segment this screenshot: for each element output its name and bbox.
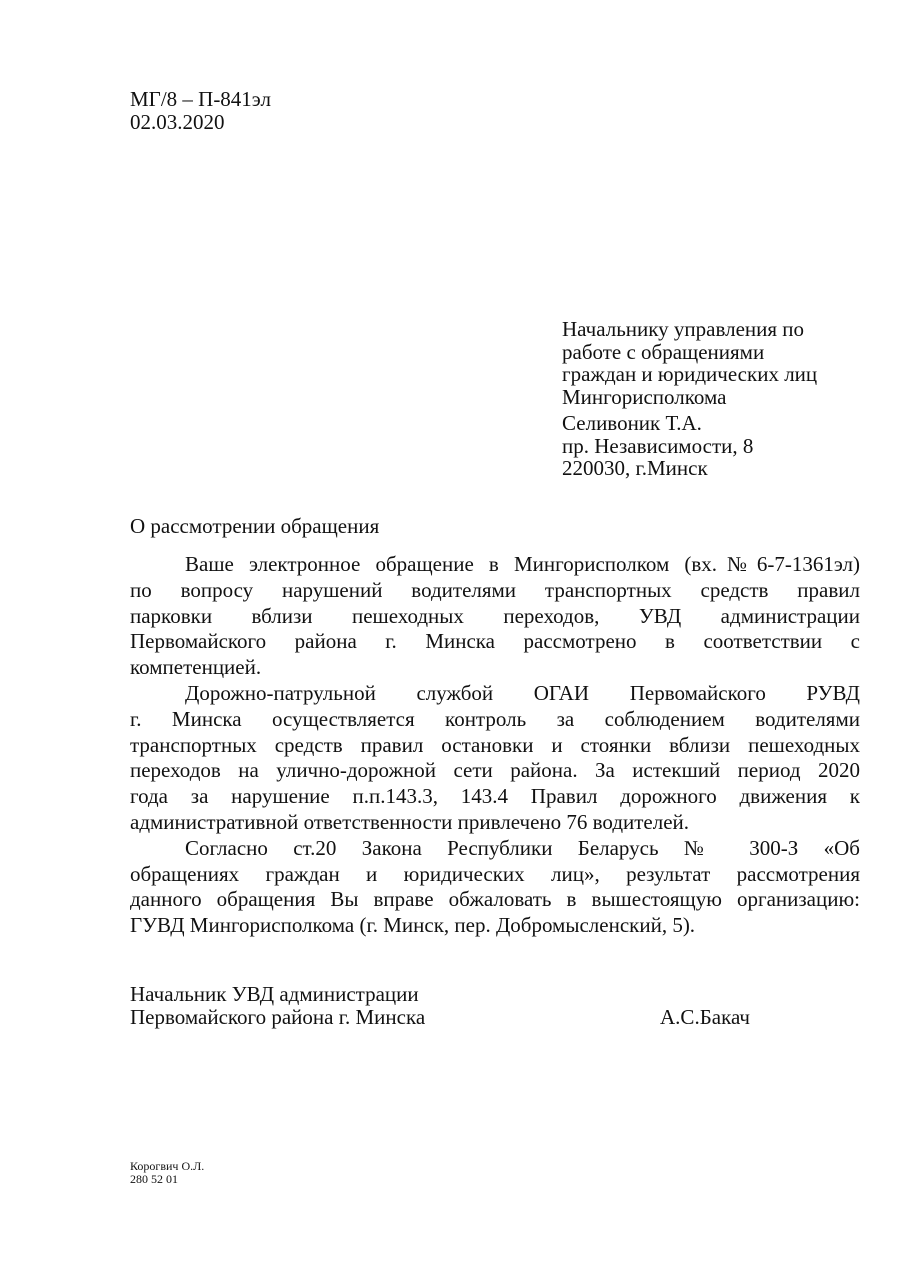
addressee-line: 220030, г.Минск bbox=[562, 456, 708, 480]
reference-date: 02.03.2020 bbox=[130, 110, 225, 134]
body-line: переходов на улично-дорожной сети района. За истекший период 2020 bbox=[130, 758, 860, 783]
body-line: по вопросу нарушений водителями транспортных средств правил bbox=[130, 577, 860, 602]
letter-body bbox=[130, 552, 860, 939]
body-line: ГУВД Мингорисполкома (г. Минск, пер. Добромысленский, 5). bbox=[130, 913, 696, 938]
signer-name: А.С.Бакач bbox=[660, 1005, 750, 1029]
addressee-line: Мингорисполкома bbox=[562, 384, 727, 409]
paragraph bbox=[130, 836, 860, 939]
addressee-line: работе с обращениями bbox=[562, 339, 765, 364]
addressee-line: пр. Независимости, 8 bbox=[562, 433, 754, 458]
body-line: компетенцией. bbox=[130, 655, 262, 680]
paragraph bbox=[130, 552, 860, 681]
executor-phone: 280 52 01 bbox=[130, 1172, 178, 1186]
reference-number: МГ/8 – П-841эл bbox=[130, 87, 271, 111]
executor-block bbox=[130, 1160, 204, 1186]
addressee-line: Селивоник Т.А. bbox=[562, 411, 702, 435]
addressee-line: Начальнику управления по bbox=[562, 317, 805, 341]
paragraph bbox=[130, 681, 860, 836]
signature-block bbox=[130, 983, 750, 1029]
executor-name: Корогвич О.Л. bbox=[130, 1159, 205, 1173]
body-line: административной ответственности привлечено 76 водителей. bbox=[130, 809, 690, 834]
body-line: г. Минска осуществляется контроль за соблюдением водителями bbox=[130, 706, 860, 731]
body-line: Дорожно-патрульной службой ОГАИ Первомайского РУВД bbox=[185, 680, 860, 705]
signer-title-line: Первомайского района г. Минска bbox=[130, 1005, 426, 1029]
addressee-line: граждан и юридических лиц bbox=[562, 362, 818, 386]
body-line: данного обращения Вы вправе обжаловать в вышестоящую организацию: bbox=[130, 887, 860, 912]
body-line: Ваше электронное обращение в Мингорисполком (вх.№6-7-1361эл) bbox=[185, 552, 860, 576]
body-line: транспортных средств правил остановки и стоянки вблизи пешеходных bbox=[130, 732, 860, 757]
addressee-block bbox=[562, 318, 817, 480]
body-line: Первомайского района г. Минска рассмотрено в соответствии с bbox=[130, 629, 860, 654]
body-line: года за нарушение п.п.143.3, 143.4 Правил дорожного движения к bbox=[130, 784, 860, 809]
signer-title-line: Начальник УВД администрации bbox=[130, 982, 419, 1006]
reference-block bbox=[130, 88, 271, 134]
body-line: обращениях граждан и юридических лиц», результат рассмотрения bbox=[130, 861, 860, 886]
body-line: Согласно ст.20 Закона Республики Беларусь № 300-З «Об bbox=[185, 835, 860, 860]
subject-line: О рассмотрении обращения bbox=[130, 514, 380, 538]
body-line: парковки вблизи пешеходных переходов, УВД администрации bbox=[130, 603, 860, 628]
